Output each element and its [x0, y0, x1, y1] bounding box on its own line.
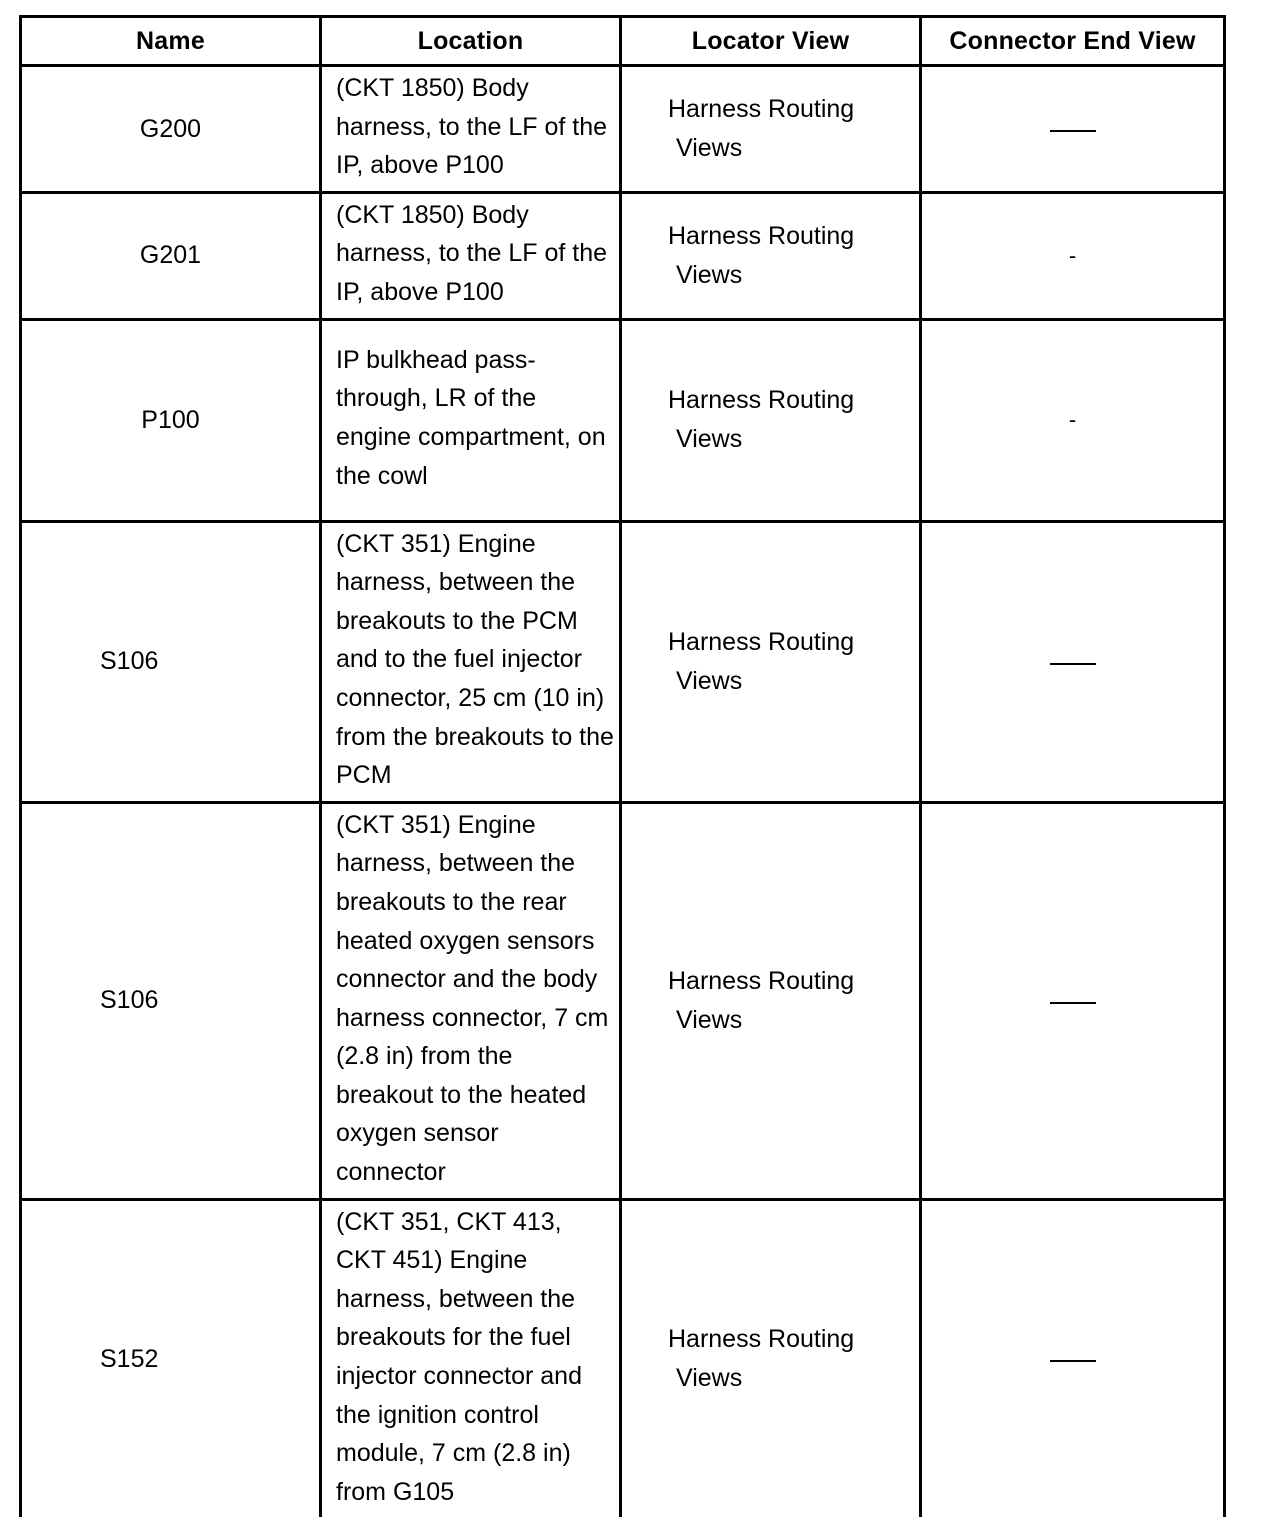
connector-end-view-cell — [921, 1199, 1225, 1517]
location-cell — [321, 319, 621, 521]
connector-end-view-cell — [921, 192, 1225, 319]
locator-line-2: Views — [676, 133, 743, 162]
location-cell — [321, 1199, 621, 1517]
location-cell — [321, 802, 621, 1199]
header-name: Name — [21, 17, 321, 66]
table-row — [21, 521, 1225, 802]
header-location: Location — [321, 17, 621, 66]
locator-view-link[interactable] — [621, 66, 921, 193]
locator-view-link[interactable] — [621, 319, 921, 521]
location-cell — [321, 192, 621, 319]
table-row — [21, 192, 1225, 319]
connector-value-dash — [1050, 663, 1096, 665]
name-cell: S106 — [21, 521, 321, 802]
location-cell — [321, 521, 621, 802]
location-text: (CKT 351, CKT 413, CKT 451) Engine harness, between the breakouts for the fuel injector connector and the ignition control module, 7 cm (2.8 in) from G105 — [336, 1207, 582, 1506]
name-cell: S106 — [21, 802, 321, 1199]
locator-line-1: Harness Routing — [668, 628, 855, 657]
connector-value-dash: - — [1068, 242, 1077, 268]
locator-line-1: Harness Routing — [668, 967, 855, 996]
locator-view-link[interactable] — [621, 1199, 921, 1517]
table-row — [21, 66, 1225, 193]
locator-line-1: Harness Routing — [668, 1325, 855, 1354]
connector-end-view-cell — [921, 802, 1225, 1199]
locator-line-2: Views — [676, 1364, 743, 1393]
name-cell: G201 — [21, 192, 321, 319]
connector-value-dash — [1050, 130, 1096, 132]
locator-line-2: Views — [676, 260, 743, 289]
location-text: (CKT 351) Engine harness, between the breakouts to the rear heated oxygen sensors connector and the body harness connector, 7 cm (2.8 in) from the breakout to the heated oxygen sensor connector — [336, 810, 609, 1187]
location-text: (CKT 1850) Body harness, to the LF of the IP, above P100 — [336, 200, 607, 306]
connector-value-dash: - — [1068, 407, 1077, 433]
connector-value-dash — [1050, 1360, 1096, 1362]
locator-line-2: Views — [676, 666, 743, 695]
locator-line-1: Harness Routing — [668, 386, 855, 415]
table-row — [21, 1199, 1225, 1517]
header-connector-end-view: Connector End View — [921, 17, 1225, 66]
connector-end-view-cell — [921, 66, 1225, 193]
connector-end-view-cell — [921, 319, 1225, 521]
table-row — [21, 802, 1225, 1199]
locator-line-1: Harness Routing — [668, 222, 855, 251]
name-cell: S152 — [21, 1199, 321, 1517]
name-cell: P100 — [21, 319, 321, 521]
locator-line-1: Harness Routing — [668, 95, 855, 124]
location-text: (CKT 1850) Body harness, to the LF of the IP, above P100 — [336, 74, 607, 180]
location-text: (CKT 351) Engine harness, between the breakouts to the PCM and to the fuel injector connector, 25 cm (10 in) from the breakouts to the PCM — [336, 529, 614, 790]
connector-end-view-cell — [921, 521, 1225, 802]
connector-value-dash — [1050, 1002, 1096, 1004]
locator-line-2: Views — [676, 425, 743, 454]
name-cell: G200 — [21, 66, 321, 193]
component-locator-table — [19, 15, 1226, 1517]
table-row — [21, 319, 1225, 521]
location-text: IP bulkhead pass-through, LR of the engine compartment, on the cowl — [336, 345, 606, 490]
location-cell — [321, 66, 621, 193]
locator-view-link[interactable] — [621, 521, 921, 802]
header-row — [21, 17, 1225, 66]
locator-view-link[interactable] — [621, 802, 921, 1199]
header-locator-view: Locator View — [621, 17, 921, 66]
locator-line-2: Views — [676, 1005, 743, 1034]
locator-view-link[interactable] — [621, 192, 921, 319]
